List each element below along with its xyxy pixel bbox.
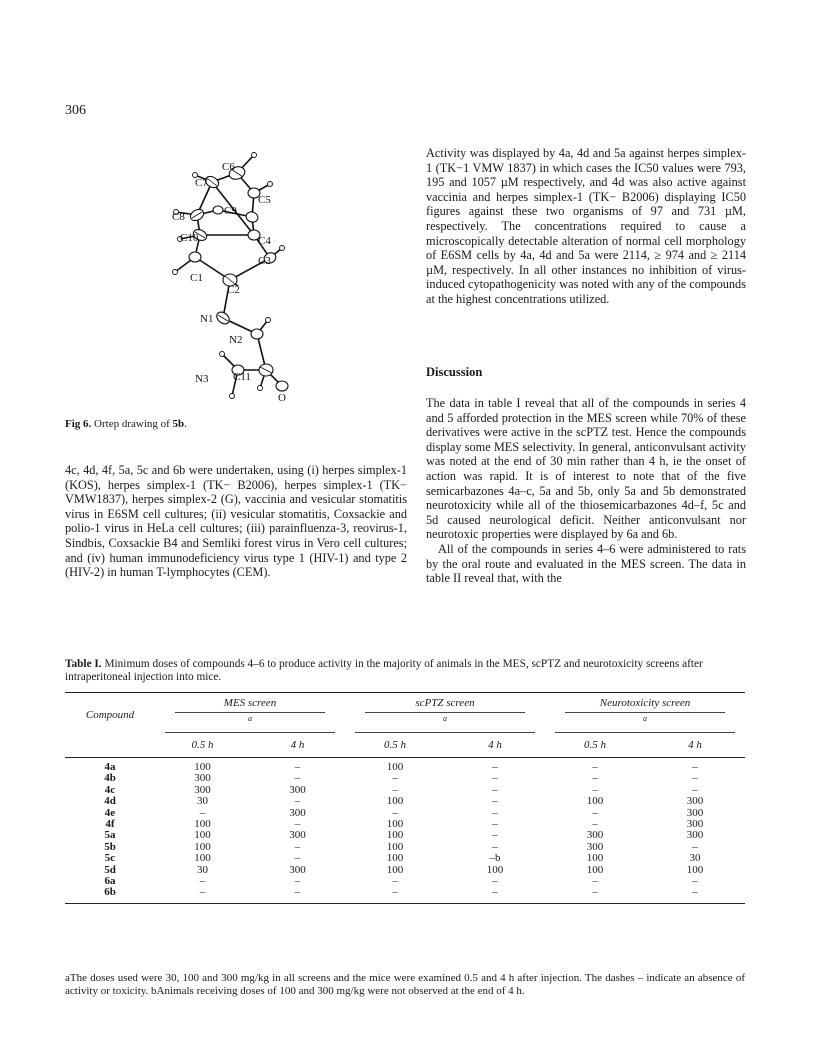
atom-label-c10: C10 — [180, 232, 199, 244]
atom-label-c5: C5 — [258, 194, 271, 206]
table-footnote: aThe doses used were 30, 100 and 300 mg/kg in all screens and the mice were examined 0.5 and 4 h after injection. The dashes – indicate an absence of activity or toxicity. bAnimals receiving doses of 100 and 300 mg/kg were not observed at the end of 4 h. — [65, 972, 745, 997]
table-row — [65, 876, 745, 887]
figure-caption-compound: 5b — [172, 418, 185, 430]
table-cell: – — [492, 829, 498, 842]
ortep-figure — [150, 140, 290, 410]
table-cell: 100 — [586, 863, 604, 876]
header-neuro: Neurotoxicity screen $^a$ — [545, 693, 745, 737]
header-time: 0.5 h — [155, 736, 250, 757]
table-cell: 300 — [686, 817, 704, 830]
table-cell: – — [692, 783, 698, 796]
table-cell-compound: 4b — [104, 772, 116, 785]
table-cell: – — [492, 760, 498, 773]
table-cell: – — [545, 887, 645, 903]
table-row — [65, 757, 745, 773]
table-row — [65, 853, 745, 864]
table-cell: 300 — [194, 783, 211, 796]
atom-label-c2: C2 — [227, 284, 240, 296]
table-cell: – — [392, 806, 398, 819]
table-caption — [65, 658, 745, 685]
table-caption-label: Table I. — [65, 658, 102, 670]
table-cell: 100 — [386, 863, 404, 876]
table-cell: – — [645, 887, 745, 903]
table-cell: – — [592, 874, 598, 887]
table-row — [65, 842, 745, 853]
table-cell: – — [592, 817, 598, 830]
table-cell: – — [294, 817, 301, 830]
table-cell: – — [392, 783, 398, 796]
table-cell: –b — [489, 852, 501, 865]
table-caption-text: Minimum doses of compounds 4–6 to produce activity in the majority of animals in the MES, scPTZ and neurotoxicity screens after intraperitoneal injection into mice. — [65, 658, 703, 684]
right-column-top — [426, 146, 746, 307]
table-cell: – — [294, 874, 301, 887]
table-cell: 100 — [194, 840, 211, 853]
table-cell: 300 — [289, 863, 306, 876]
table-cell: – — [492, 806, 498, 819]
table-cell: 300 — [686, 795, 704, 808]
header-scptz: scPTZ screen $^a$ — [345, 693, 545, 737]
atom-label-c8: C8 — [172, 211, 185, 223]
table-cell: 300 — [289, 806, 306, 819]
table-cell: – — [294, 795, 301, 808]
table-cell: – — [294, 852, 301, 865]
table-cell: 100 — [386, 852, 404, 865]
table-cell: – — [592, 806, 598, 819]
figure-caption-end: . — [184, 418, 187, 430]
ortep-drawing — [150, 140, 290, 410]
table-cell: – — [492, 840, 498, 853]
table-header-row — [65, 693, 745, 737]
atom-label-n2: N2 — [229, 334, 243, 346]
table-cell: 100 — [686, 863, 704, 876]
table-row — [65, 830, 745, 841]
table-cell: – — [445, 887, 545, 903]
table-cell: – — [492, 783, 498, 796]
table-row — [65, 819, 745, 830]
table-cell: 100 — [194, 817, 211, 830]
table-cell-compound: 5d — [104, 863, 116, 876]
data-table — [65, 692, 745, 904]
right-column-discussion — [426, 396, 746, 586]
discussion-heading: Discussion — [426, 365, 483, 379]
figure-caption-label: Fig 6. — [65, 418, 92, 430]
table-cell: – — [692, 760, 698, 773]
right-col-paragraph-3: All of the compounds in series 4–6 were administered to rats by the oral route and evaluated in the MES screen. The data in table II reveal that, with the — [426, 541, 746, 586]
atom-label-c1: C1 — [190, 272, 203, 284]
atom-label-c6: C6 — [222, 161, 235, 173]
table-cell: – — [392, 772, 398, 785]
table-cell: 100 — [486, 863, 504, 876]
page-number: 306 — [65, 103, 86, 118]
table-cell: 100 — [194, 852, 211, 865]
header-time: 0.5 h — [545, 736, 645, 757]
table-row — [65, 785, 745, 796]
table-cell: 100 — [194, 829, 211, 842]
table-cell: – — [155, 887, 250, 903]
atom-label-c11: C11 — [233, 371, 251, 383]
atom-label-c9: C9 — [224, 205, 237, 217]
table-cell: 100 — [386, 760, 404, 773]
table-cell: 100 — [194, 760, 211, 773]
table-cell: 100 — [386, 817, 404, 830]
left-col-paragraph-1: 4c, 4d, 4f, 5a, 5c and 6b were undertaken, using (i) herpes simplex-1 (KOS), herpes simplex-1 (TK− B2006), herpes simplex-1 (TK− VMW1837), herpes simplex-2 (G), vaccinia and vesicular stomatitis virus in E6SM cell cultures; (ii) vesicular stomatitis, Coxsackie and polio-1 virus in HeLa cell cultures; (iii) parainfluenza-3, reovirus-1, Sindbis, Coxsackie B4 and Semliki forest virus in Vero cell cultures; and (iv) human immunodeficiency virus type 1 (HIV-1) and type 2 (HIV-2) in human T-lymphocytes (CEM). — [65, 463, 407, 580]
table-cell-compound: 5b — [104, 840, 116, 853]
atom-label-n1: N1 — [200, 313, 214, 325]
table-row — [65, 887, 745, 903]
table-cell: – — [492, 795, 498, 808]
table-cell-compound: 5c — [104, 852, 116, 865]
table-cell: 30 — [689, 852, 701, 865]
left-column — [65, 463, 407, 580]
table-cell-compound: 6b — [65, 887, 155, 903]
table-cell: 30 — [197, 795, 208, 808]
figure-caption-text: Ortep drawing of — [94, 418, 173, 430]
table-cell: 100 — [586, 852, 604, 865]
table-cell: – — [592, 760, 598, 773]
table-cell: 300 — [686, 829, 704, 842]
table-cell: 300 — [289, 783, 306, 796]
table-cell: – — [492, 874, 498, 887]
table-cell: – — [199, 874, 206, 887]
table-cell: – — [692, 840, 698, 853]
atom-label-o: O — [278, 392, 286, 404]
table-cell: 300 — [686, 806, 704, 819]
table-cell: 30 — [197, 863, 208, 876]
table-cell-compound: 4a — [104, 760, 116, 773]
table-cell: 100 — [386, 840, 404, 853]
table-cell: – — [294, 760, 301, 773]
table-row — [65, 773, 745, 784]
table-cell: – — [345, 887, 445, 903]
header-compound: Compound — [65, 693, 155, 737]
table-cell: – — [592, 783, 598, 796]
table-row — [65, 796, 745, 807]
atom-label-c3: C3 — [258, 255, 271, 267]
right-col-paragraph-1: Activity was displayed by 4a, 4d and 5a against herpes simplex-1 (TK−1 VMW 1837) in which cases the IC50 values were 793, 195 and 1057 µM respectively, and 4d was also active against vaccinia and herpes simplex-1 (TK− B2006) displaying IC50 figures against these two organisms of 97 and 731 µM, respectively. The concentrations required to cause a microscopically detectable alteration of normal cell morphology of E6SM cells by 4a, 4d and 5a were 2114, ≥ 974 and ≥ 2114 µM, respectively. In all other instances no inhibition of virus-induced cytopathogenicity was noted with any of the compounds at the highest concentrations utilized. — [426, 146, 746, 306]
table-cell: – — [199, 806, 206, 819]
table-row — [65, 808, 745, 819]
table-cell: – — [492, 772, 498, 785]
right-col-paragraph-2: The data in table I reveal that all of the compounds in series 4 and 5 afforded protection in the MES screen while 70% of these derivatives were active in the scPTZ test. Hence the compounds display some MES selectivity. In general, anticonvulsant activity was noted at the end of 30 min rather than 4 h, ie the onset of action was rapid. It is of interest to note that of the five semicarbazones 4a–c, 5a and 5b, only 5a and 5b demonstrated neurotoxicity while all of the thiosemicarbazones 4d–f, 5c and 5d caused neurological deficit. Neither anticonvulsant nor neurotoxic properties were displayed by 6a and 6b. — [426, 396, 746, 542]
table-cell: – — [250, 887, 345, 903]
table-cell: 100 — [586, 795, 604, 808]
table-cell: – — [492, 817, 498, 830]
table-cell: – — [692, 874, 698, 887]
atom-label-n3: N3 — [195, 373, 209, 385]
atom-label-c4: C4 — [258, 235, 271, 247]
table-cell: – — [692, 772, 698, 785]
table-row — [65, 865, 745, 876]
header-time: 4 h — [645, 736, 745, 757]
table-cell: 300 — [586, 829, 604, 842]
table-cell: – — [592, 772, 598, 785]
table-cell: 100 — [386, 829, 404, 842]
table-cell: – — [294, 772, 301, 785]
table-cell-compound: 6a — [104, 874, 116, 887]
figure-caption — [65, 418, 187, 430]
table-cell: 300 — [194, 772, 211, 785]
header-mes: MES screen $^a$ — [155, 693, 345, 737]
table-cell-compound: 4c — [104, 783, 116, 796]
header-time: 4 h — [250, 736, 345, 757]
table-cell: 300 — [586, 840, 604, 853]
table-cell: – — [294, 840, 301, 853]
table-cell: 300 — [289, 829, 306, 842]
atom-label-c7: C7 — [195, 177, 208, 189]
table-cell: – — [392, 874, 398, 887]
table-subheader-row — [65, 736, 745, 757]
header-time: 4 h — [445, 736, 545, 757]
table-cell: 100 — [386, 795, 404, 808]
table-cell-compound: 4d — [104, 795, 116, 808]
table-cell-compound: 5a — [104, 829, 116, 842]
table-cell-compound: 4f — [105, 817, 115, 830]
header-time: 0.5 h — [345, 736, 445, 757]
table-cell-compound: 4e — [104, 806, 116, 819]
